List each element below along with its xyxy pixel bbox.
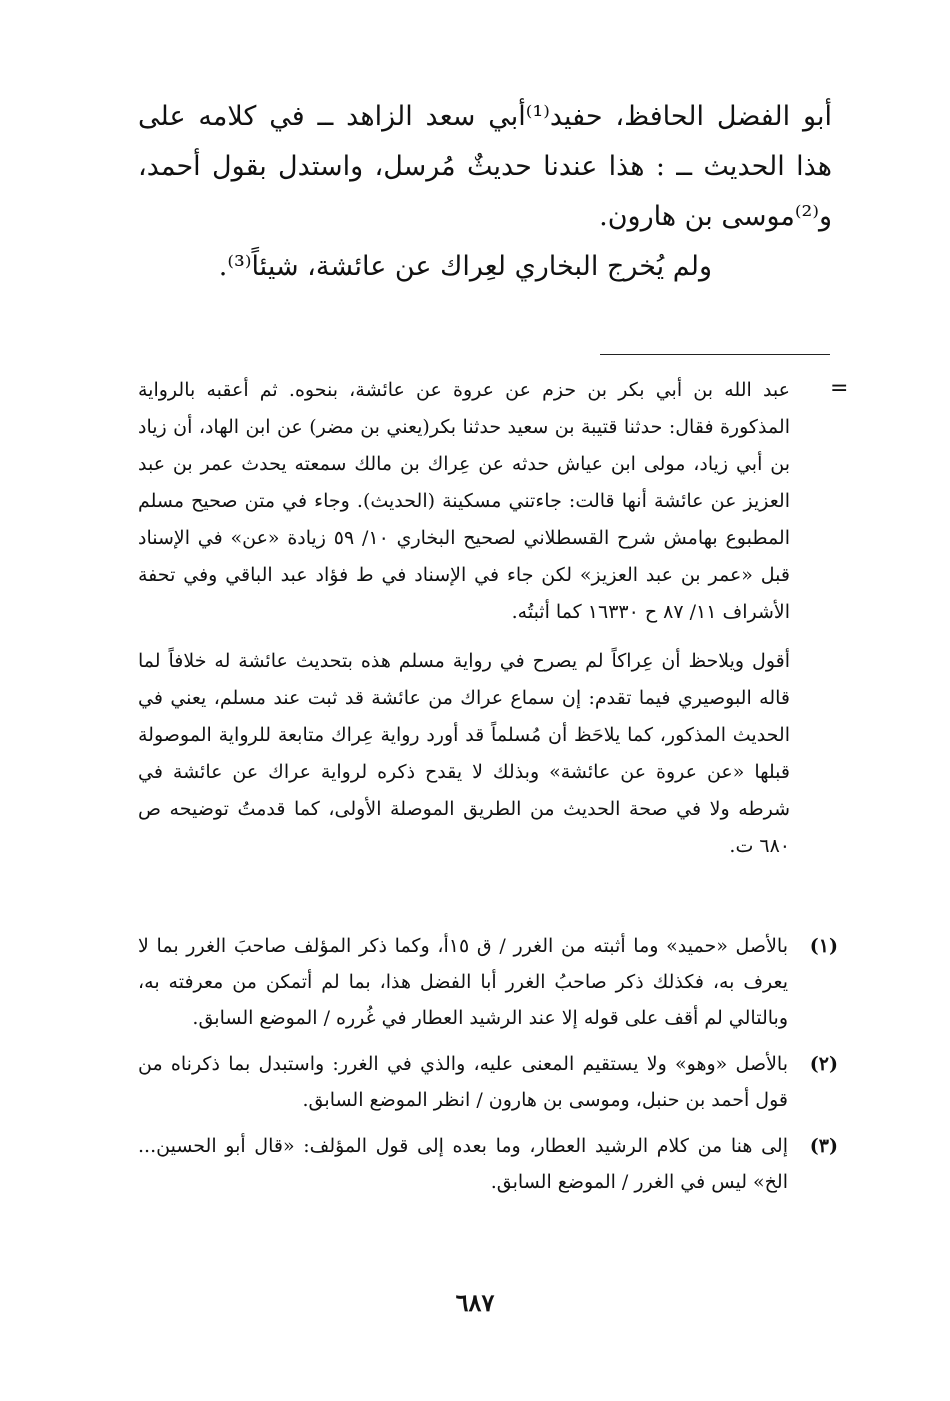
footnote-separator [600,354,830,355]
page-number: ٦٨٧ [455,1288,495,1317]
footnotes [138,928,838,1210]
footnote-continuation [138,372,790,877]
footnote-text: إلى هنا من كلام الرشيد العطار، وما بعده إلى قول المؤلف: «قال أبو الحسين... الخ» ليس في الغرر / الموضع السابق. [138,1135,788,1193]
continuation-mark: = [830,376,849,401]
footnote [138,1128,838,1200]
main-paragraph: أبو الفضل الحافظ، حفيد⁽¹⁾أبي سعد الزاهد ــ في كلامه على هذا الحديث ــ : هذا عندنا حديثٌ مُرسل، واستدل بقول أحمد، و⁽²⁾موسى بن هارون. [138,101,832,232]
footnote-number: (٢) [809,1053,838,1075]
footnote-number: (١) [809,935,838,957]
footnote [138,1046,838,1118]
footnote-paragraph: عبد الله بن أبي بكر بن حزم عن عروة عن عائشة، بنحوه. ثم أعقبه بالرواية المذكورة فقال: حدثنا قتيبة بن سعيد حدثنا بكر(يعني بن مضر) عن ابن الهاد، أن زياد بن أبي زياد، مولى ابن عياش حدثه عن عِراك بن مالك سمعته يحدث عمر بن عبد العزيز عن عائشة أنها قالت: جاءتني مسكينة (الحديث). وجاء في متن صحيح مسلم المطبوع بهامش شرح القسطلاني لصحيح البخاري ١٠/ ٥٩ زيادة «عن» في الإسناد قبل «عمر بن عبد العزيز» لكن جاء في الإسناد في ط فؤاد عبد الباقي وفي تحفة الأشراف ١١/ ٨٧ ح ١٦٣٣٠ كما أثبتُه. [138,379,790,623]
main-text [138,92,832,292]
footnote-paragraph: أقول ويلاحظ أن عِراكاً لم يصرح في رواية مسلم هذه بتحديث عائشة له خلافاً لما قاله البوصيري فيما تقدم: إن سماع عراك من عائشة قد ثبت عند مسلم، يعني في الحديث المذكور، كما يلاحَظ أن مُسلماً قد أورد رواية عِراك متابعة للرواية الموصولة قبلها «عن عروة عن عائشة» وبذلك لا يقدح ذكره لرواية عراك عن عائشة في شرطه ولا في صحة الحديث من الطريق الموصلة الأولى، كما قدمتُ توضيحه ص ٦٨٠ ت. [138,650,790,857]
main-paragraph: ولم يُخرج البخاري لعِراك عن عائشة، شيئاً⁽³⁾. [218,251,712,282]
footnote-number: (٣) [809,1135,838,1157]
footnote-text: بالأصل «حميد» وما أثبته من الغرر / ق ١٥أ، وكما ذكر المؤلف صاحبَ الغرر بما لا يعرف به، فكذلك ذكر صاحبُ الغرر أبا الفضل هذا، بما لم أتمكن من معرفته به، وبالتالي لم أقف على قوله إلا عند الرشيد العطار في غُرره / الموضع السابق. [138,935,788,1029]
footnote-text: بالأصل «وهو» ولا يستقيم المعنى عليه، والذي في الغرر: واستبدل بما ذكرناه من قول أحمد بن حنبل، وموسى بن هارون / انظر الموضع السابق. [138,1053,788,1111]
footnote [138,928,838,1036]
